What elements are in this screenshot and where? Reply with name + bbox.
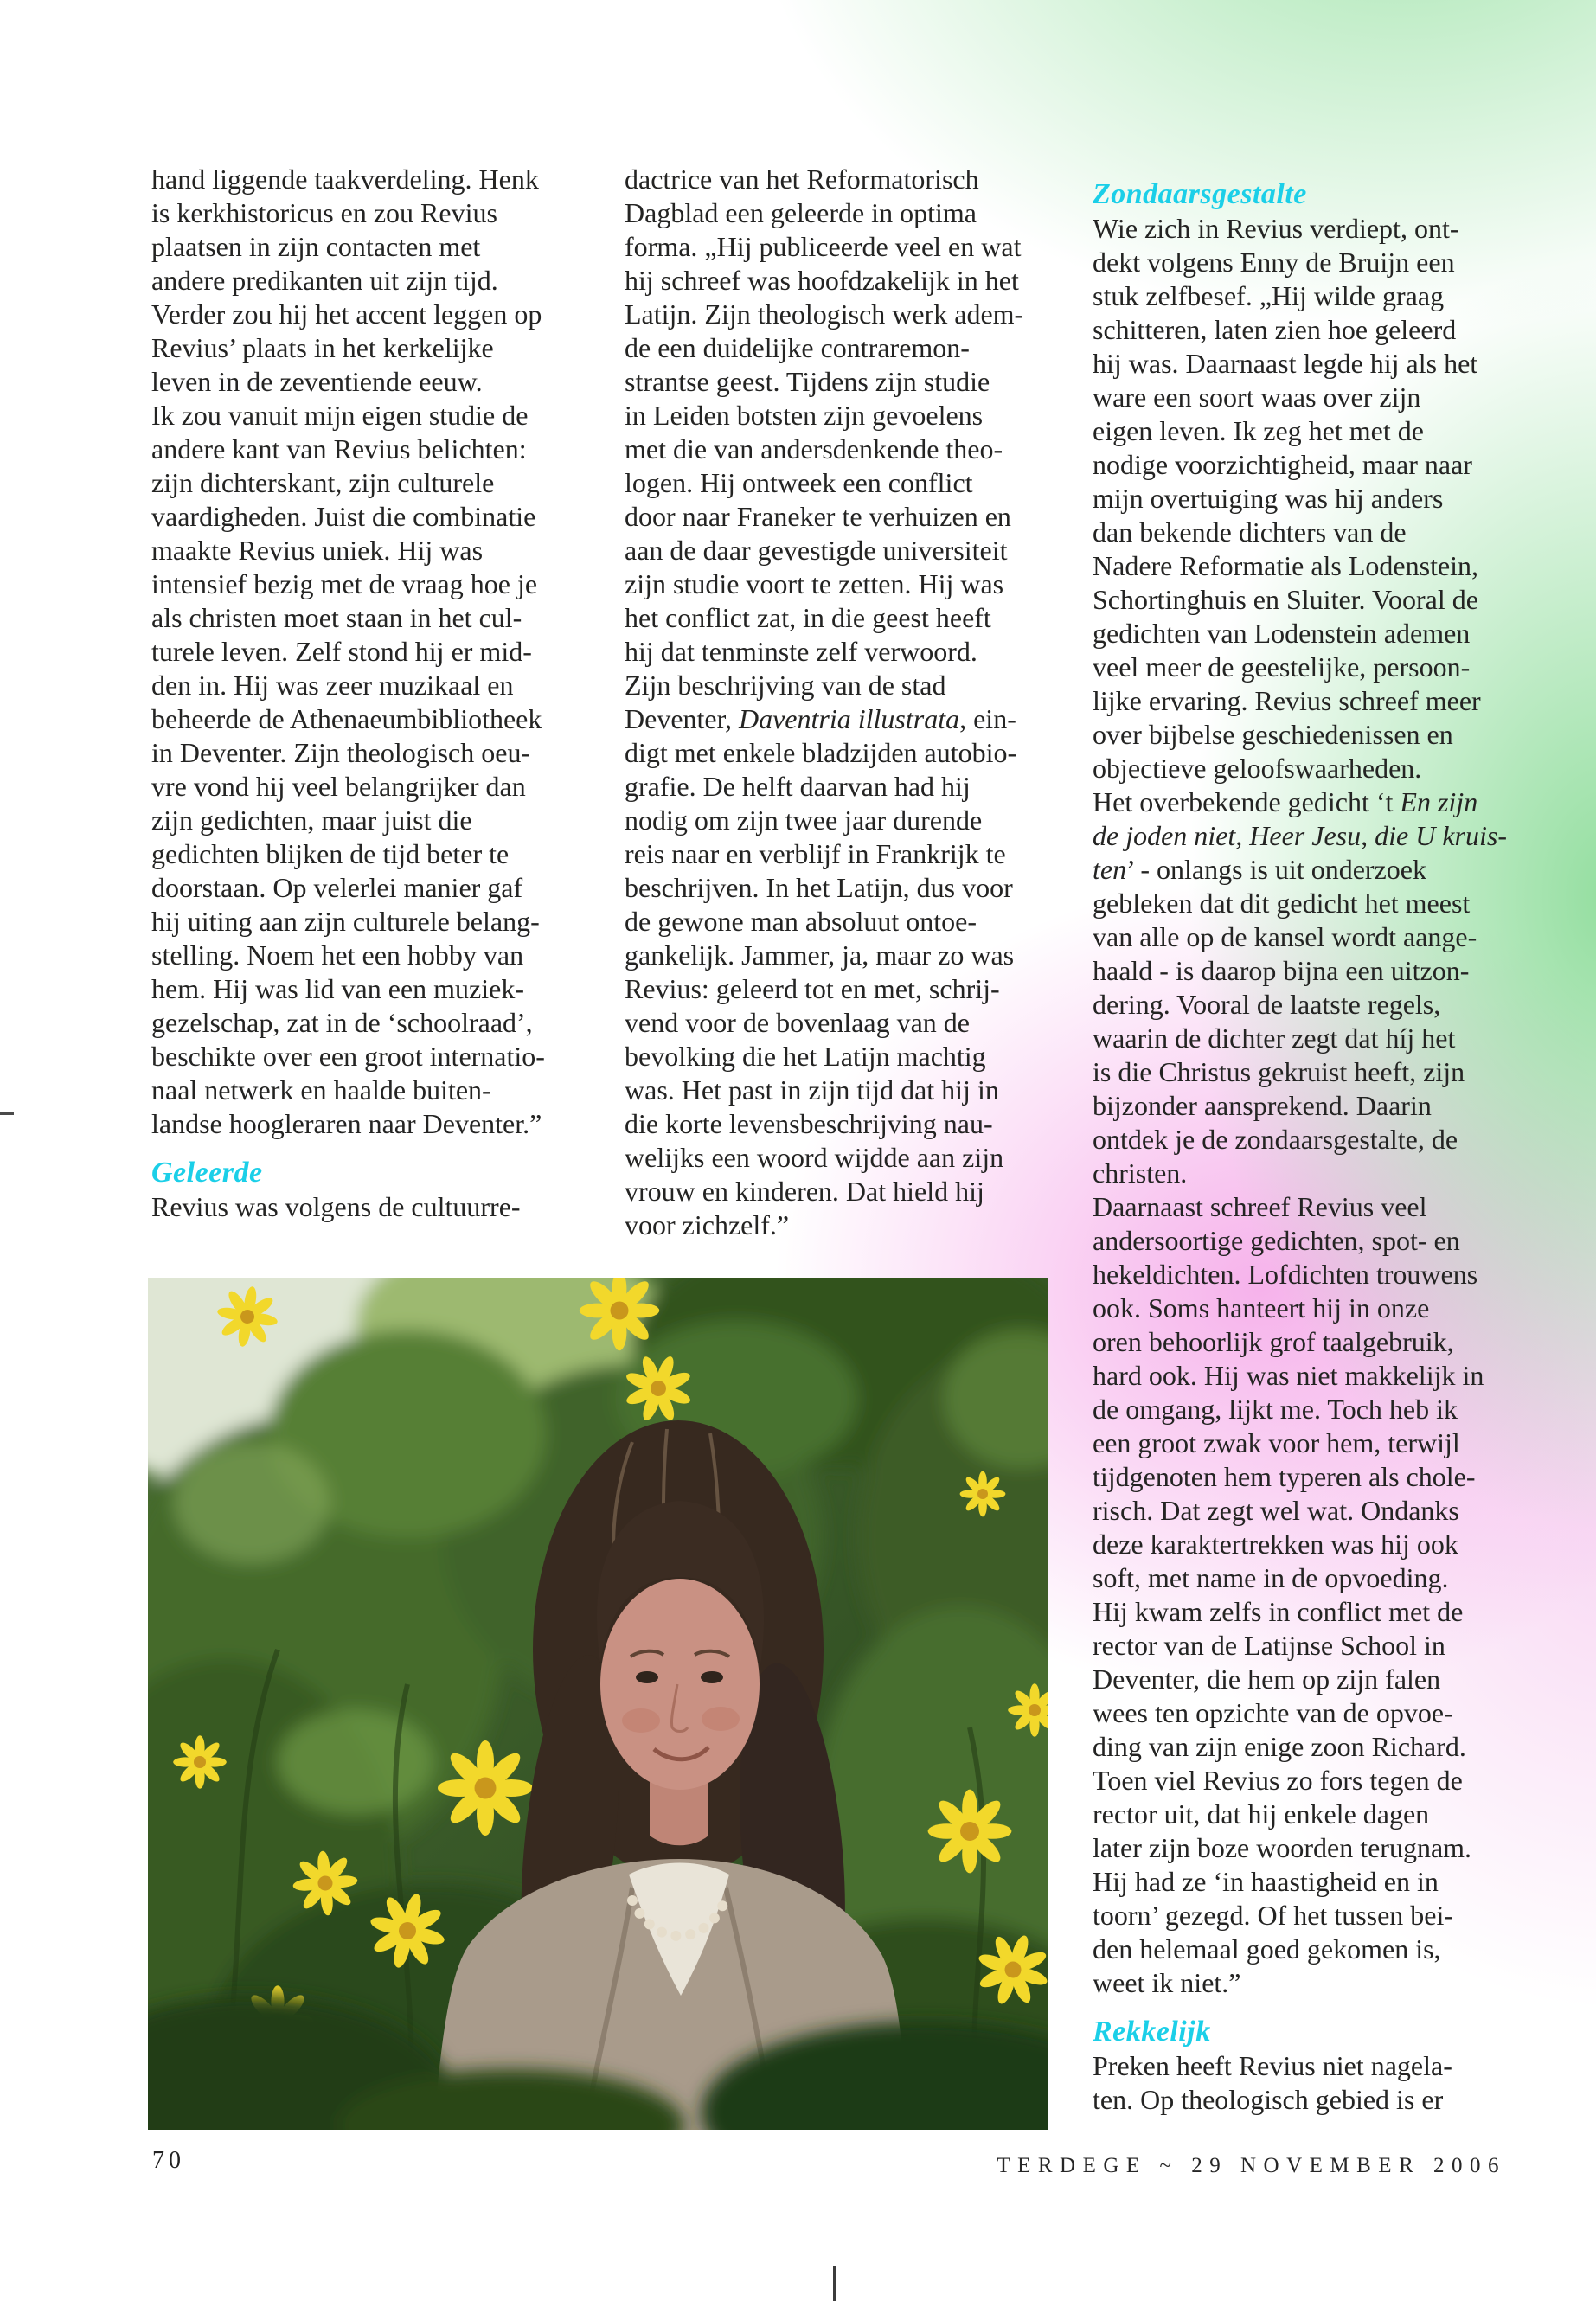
- body-text-line: hekeldichten. Lofdichten trouwens: [1093, 1259, 1478, 1290]
- body-text-line: ook. Soms hanteert hij in onze: [1093, 1292, 1430, 1324]
- body-text-line: Hij had ze ‘in haastigheid en in: [1093, 1866, 1439, 1897]
- body-text-line: gedichten van Lodenstein ademen: [1093, 618, 1471, 649]
- body-text-line: reis naar en verblijf in Frankrijk te: [625, 838, 1006, 869]
- body-text-line: den in. Hij was zeer muzikaal en: [151, 670, 514, 701]
- section-heading-zondaarsgestalte: Zondaarsgestalte: [1093, 178, 1307, 210]
- body-text-line: Deventer, Daventria illustrata, ein-: [625, 703, 1016, 734]
- body-text-line: het conflict zat, in die geest heeft: [625, 602, 991, 633]
- body-text-line: Ik zou vanuit mijn eigen studie de: [151, 400, 529, 431]
- body-text-line: aan de daar gevestigde universiteit: [625, 535, 1008, 566]
- body-text-line: risch. Dat zegt wel wat. Ondanks: [1093, 1495, 1459, 1526]
- body-text-line: hij dat tenminste zelf verwoord.: [625, 636, 977, 667]
- body-text-line: ware een soort waas over zijn: [1093, 381, 1421, 413]
- body-text-line: andere kant van Revius belichten:: [151, 433, 527, 465]
- body-text-line: de omgang, lijkt me. Toch heb ik: [1093, 1394, 1458, 1425]
- body-text-line: turele leven. Zelf stond hij er mid-: [151, 636, 532, 667]
- body-text-line: mijn overtuiging was hij anders: [1093, 483, 1444, 514]
- body-text-line: haald - is daarop bijna een uitzon-: [1093, 955, 1470, 986]
- body-text-line: Dagblad een geleerde in optima: [625, 197, 977, 228]
- body-text-line: van alle op de kansel wordt aange-: [1093, 921, 1477, 952]
- body-text-line: landse hoogleraren naar Deventer.”: [151, 1108, 542, 1139]
- body-text-line: hij uiting aan zijn culturele belang-: [151, 906, 540, 937]
- magazine-issue-footer: TERDEGE ~ 29 NOVEMBER 2006: [997, 2154, 1506, 2177]
- body-text-line: hij schreef was hoofdzakelijk in het: [625, 265, 1019, 296]
- body-text-line: Preken heeft Revius niet nagela-: [1093, 2050, 1452, 2081]
- article-column-3: [1093, 163, 1529, 2117]
- body-text-line: objectieve geloofswaarheden.: [1093, 753, 1422, 784]
- body-text-line: rector van de Latijnse School in: [1093, 1630, 1445, 1661]
- body-text-line: toorn’ gezegd. Of het tussen bei-: [1093, 1900, 1454, 1931]
- body-text-line: gankelijk. Jammer, ja, maar zo was: [625, 939, 1015, 971]
- body-text-line: schitteren, laten zien hoe geleerd: [1093, 314, 1457, 345]
- body-text-line: zijn gedichten, maar juist die: [151, 804, 472, 836]
- body-text-line: veel meer de geestelijke, persoon-: [1093, 651, 1471, 683]
- body-text-line: waarin de dichter zegt dat híj het: [1093, 1022, 1456, 1054]
- crop-mark-bottom: [833, 2266, 836, 2301]
- body-text-line: hand liggende taakverdeling. Henk: [151, 163, 539, 195]
- body-text-line: Verder zou hij het accent leggen op: [151, 298, 542, 330]
- page-number: 70: [152, 2147, 185, 2174]
- body-text-line: tijdgenoten hem typeren als chole-: [1093, 1461, 1476, 1492]
- body-text-line: Hij kwam zelfs in conflict met de: [1093, 1596, 1464, 1627]
- body-text-line: in Deventer. Zijn theologisch oeu-: [151, 737, 531, 768]
- body-text-line: was. Het past in zijn tijd dat hij in: [625, 1074, 999, 1106]
- body-text-line: Nadere Reformatie als Lodenstein,: [1093, 550, 1479, 581]
- section-heading-geleerde: Geleerde: [151, 1157, 263, 1189]
- article-column-1: [151, 163, 588, 1224]
- body-text-line: ontdek je de zondaarsgestalte, de: [1093, 1124, 1458, 1155]
- body-text-line: zijn studie voort te zetten. Hij was: [625, 568, 1004, 599]
- body-text-line: beschikte over een groot internatio-: [151, 1041, 545, 1072]
- body-text-line: Het overbekende gedicht ‘t En zijn: [1093, 786, 1478, 817]
- body-text-line: ten’ - onlangs is uit onderzoek: [1093, 854, 1426, 885]
- body-text-line: christen.: [1093, 1157, 1188, 1189]
- body-text-line: deze karaktertrekken was hij ook: [1093, 1529, 1458, 1560]
- body-text-line: forma. „Hij publiceerde veel en wat: [625, 231, 1022, 262]
- body-text-line: over bijbelse geschiedenissen en: [1093, 719, 1453, 750]
- body-text-line: Toen viel Revius zo fors tegen de: [1093, 1765, 1463, 1796]
- body-text-line: plaatsen in zijn contacten met: [151, 231, 481, 262]
- body-text-line: den helemaal goed gekomen is,: [1093, 1933, 1441, 1965]
- body-text-line: zijn dichterskant, zijn culturele: [151, 467, 495, 498]
- body-text-line: een groot zwak voor hem, terwijl: [1093, 1427, 1460, 1458]
- body-text-line: andere predikanten uit zijn tijd.: [151, 265, 498, 296]
- body-text-line: Revius: geleerd tot en met, schrij-: [625, 973, 1000, 1004]
- body-text-line: strantse geest. Tijdens zijn studie: [625, 366, 990, 397]
- body-text-line: de een duidelijke contraremon-: [625, 332, 970, 363]
- body-text-line: maakte Revius uniek. Hij was: [151, 535, 484, 566]
- body-text-line: ten. Op theologisch gebied is er: [1093, 2084, 1444, 2115]
- crop-mark-left: [0, 1112, 14, 1115]
- body-text-line: gezelschap, zat in de ‘schoolraad’,: [151, 1007, 533, 1038]
- body-text-line: naal netwerk en haalde buiten-: [151, 1074, 491, 1106]
- body-text-line: weet ik niet.”: [1093, 1967, 1241, 1998]
- body-text-line: Wie zich in Revius verdiept, ont-: [1093, 213, 1459, 244]
- body-text-line: grafie. De helft daarvan had hij: [625, 771, 971, 802]
- body-text-line: met die van andersdenkende theo-: [625, 433, 1003, 465]
- body-text-line: is kerkhistoricus en zou Revius: [151, 197, 497, 228]
- body-text-line: intensief bezig met de vraag hoe je: [151, 568, 538, 599]
- body-text-line: in Leiden botsten zijn gevoelens: [625, 400, 984, 431]
- body-text-line: logen. Hij ontweek een conflict: [625, 467, 973, 498]
- body-text-line: beheerde de Athenaeumbibliotheek: [151, 703, 542, 734]
- body-text-line: soft, met name in de opvoeding.: [1093, 1562, 1449, 1593]
- body-text-line: stelling. Noem het een hobby van: [151, 939, 524, 971]
- body-text-line: welijks een woord wijdde aan zijn: [625, 1142, 1004, 1173]
- body-text-line: digt met enkele bladzijden autobio-: [625, 737, 1017, 768]
- body-text-line: eigen leven. Ik zeg het met de: [1093, 415, 1424, 446]
- body-text-line: nodig om zijn twee jaar durende: [625, 804, 983, 836]
- body-text-line: bevolking die het Latijn machtig: [625, 1041, 986, 1072]
- body-text-line: Revius’ plaats in het kerkelijke: [151, 332, 494, 363]
- body-text-line: vaardigheden. Juist die combinatie: [151, 501, 536, 532]
- body-text-line: Zijn beschrijving van de stad: [625, 670, 946, 701]
- body-text-line: Deventer, die hem op zijn falen: [1093, 1663, 1441, 1695]
- body-text-line: dekt volgens Enny de Bruijn een: [1093, 247, 1455, 278]
- body-text-line: nodige voorzichtigheid, maar naar: [1093, 449, 1472, 480]
- body-text-line: is die Christus gekruist heeft, zijn: [1093, 1056, 1465, 1087]
- body-text-line: later zijn boze woorden terugnam.: [1093, 1832, 1472, 1863]
- body-text-line: rector uit, dat hij enkele dagen: [1093, 1798, 1430, 1830]
- body-text-line: hij was. Daarnaast legde hij als het: [1093, 348, 1478, 379]
- body-text-line: hard ook. Hij was niet makkelijk in: [1093, 1360, 1484, 1391]
- body-text-line: voor zichzelf.”: [625, 1209, 790, 1240]
- body-text-line: dan bekende dichters van de: [1093, 516, 1407, 548]
- body-text-line: dering. Vooral de laatste regels,: [1093, 989, 1441, 1020]
- body-text-line: vend voor de bovenlaag van de: [625, 1007, 970, 1038]
- body-text-line: leven in de zeventiende eeuw.: [151, 366, 483, 397]
- body-text-line: vre vond hij veel belangrijker dan: [151, 771, 526, 802]
- body-text-line: andersoortige gedichten, spot- en: [1093, 1225, 1460, 1256]
- body-text-line: gebleken dat dit gedicht het meest: [1093, 888, 1471, 919]
- portrait-photo: [148, 1278, 1048, 2130]
- body-text-line: wees ten opzichte van de opvoe-: [1093, 1697, 1453, 1728]
- body-text-line: Daarnaast schreef Revius veel: [1093, 1191, 1427, 1222]
- body-text-line: lijke ervaring. Revius schreef meer: [1093, 685, 1481, 716]
- body-text-line: Latijn. Zijn theologisch werk adem-: [625, 298, 1024, 330]
- body-text-line: bijzonder aansprekend. Daarin: [1093, 1090, 1432, 1121]
- body-text-line: de gewone man absoluut ontoe-: [625, 906, 977, 937]
- body-text-line: beschrijven. In het Latijn, dus voor: [625, 872, 1013, 903]
- body-text-line: doorstaan. Op velerlei manier gaf: [151, 872, 523, 903]
- body-text-line: gedichten blijken de tijd beter te: [151, 838, 510, 869]
- body-text-line: die korte levensbeschrijving nau-: [625, 1108, 993, 1139]
- article-column-2: [625, 163, 1061, 1242]
- body-text-line: door naar Franeker te verhuizen en: [625, 501, 1011, 532]
- body-text-line: als christen moet staan in het cul-: [151, 602, 522, 633]
- section-heading-rekkelijk: Rekkelijk: [1093, 2016, 1211, 2048]
- body-text-line: de joden niet, Heer Jesu, die U kruis-: [1093, 820, 1507, 851]
- body-text-line: vrouw en kinderen. Dat hield hij: [625, 1176, 984, 1207]
- body-text-line: oren behoorlijk grof taalgebruik,: [1093, 1326, 1454, 1357]
- body-text-line: stuk zelfbesef. „Hij wilde graag: [1093, 280, 1445, 311]
- body-text-line: Revius was volgens de cultuurre-: [151, 1191, 521, 1222]
- body-text-line: hem. Hij was lid van een muziek-: [151, 973, 524, 1004]
- body-text-line: Schortinghuis en Sluiter. Vooral de: [1093, 584, 1478, 615]
- body-text-line: dactrice van het Reformatorisch: [625, 163, 979, 195]
- body-text-line: ding van zijn enige zoon Richard.: [1093, 1731, 1466, 1762]
